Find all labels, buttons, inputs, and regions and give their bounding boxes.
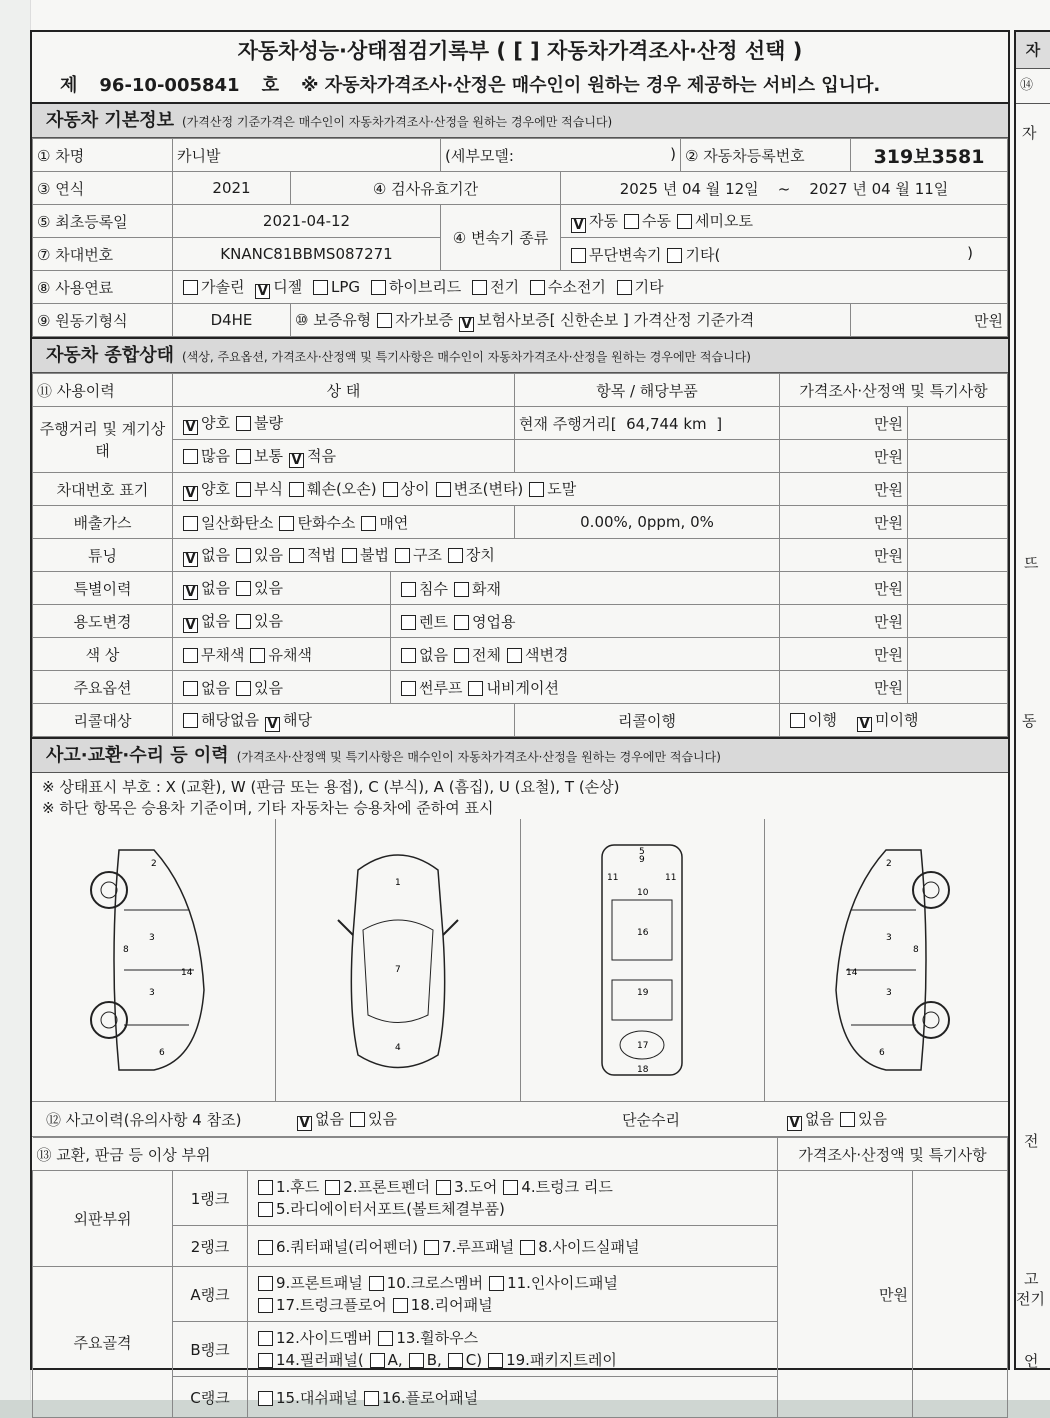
price-unit: 만원: [780, 605, 908, 638]
svg-text:3: 3: [148, 988, 155, 998]
color-options: 무채색 유채색: [173, 638, 391, 671]
svg-text:17: 17: [637, 1041, 649, 1051]
parts-table: [32, 1137, 1008, 1418]
svg-text:11: 11: [607, 873, 619, 883]
mileage-low-checkbox[interactable]: V: [289, 453, 304, 468]
car-name-label: ① 차명: [33, 139, 173, 172]
option-sunroof-checkbox[interactable]: [401, 681, 416, 696]
year-label: ③ 연식: [33, 172, 173, 205]
strip-text-2: 뜨: [1024, 554, 1039, 572]
form-number-line: [32, 70, 1008, 102]
basic-note: (가격산정 기준가격은 매수인이 자동차가격조사·산정을 원하는 경우에만 적습니다): [181, 115, 613, 129]
trans-auto-checkbox[interactable]: V: [571, 218, 586, 233]
warranty-self-checkbox[interactable]: [377, 313, 392, 328]
part-door-checkbox[interactable]: [436, 1180, 451, 1195]
part-side-member-checkbox[interactable]: [258, 1331, 273, 1346]
simple-repair-none-checkbox[interactable]: V: [787, 1116, 802, 1131]
strip-top: 자: [1016, 32, 1050, 69]
recall-notdone-checkbox[interactable]: V: [857, 717, 872, 732]
svg-text:1: 1: [394, 878, 401, 888]
special-options: V 없음 있음: [173, 572, 391, 605]
part-radiator-support-checkbox[interactable]: [258, 1202, 273, 1217]
color-change-checkbox[interactable]: [507, 648, 522, 663]
color-items: 없음 전체 색변경: [391, 638, 780, 671]
car-side-right-icon: [811, 840, 961, 1080]
svg-text:10: 10: [637, 888, 649, 898]
engine-label: ⑨ 원동기형식: [33, 304, 173, 337]
part-cross-member-checkbox[interactable]: [369, 1276, 384, 1291]
fuel-gasoline-checkbox[interactable]: [183, 280, 198, 295]
tuning-options: V 없음 있음 적법 불법 구조 장치: [173, 539, 780, 572]
svg-text:5: 5: [639, 847, 645, 857]
price-unit: 만원: [780, 440, 908, 473]
mileage-value: 64,744 km: [626, 414, 707, 433]
warranty-options: ⑩ 보증유형 자가보증 V 보험사보증[ 신한손보 ] 가격산정 기준가격: [291, 304, 851, 337]
accident-history-label: ⑫ 사고이력(유의사항 4 참조): [46, 1110, 242, 1129]
trans-other-checkbox[interactable]: [667, 248, 682, 263]
mileage-bad-checkbox[interactable]: [236, 416, 251, 431]
col-item: 항목 / 해당부품: [515, 374, 780, 407]
overall-note: (색상, 주요옵션, 가격조사·산정액 및 특기사항은 매수인이 자동차가격조사·산정을 원하는 경우에만 적습니다): [181, 350, 751, 364]
fuel-options: 가솔린 V 디젤 LPG 하이브리드 전기 수소전기 기타: [173, 271, 1008, 304]
price-unit: 만원: [780, 671, 908, 704]
color-chromatic-checkbox[interactable]: [250, 648, 265, 663]
rankB-label: B랭크: [173, 1322, 248, 1377]
svg-text:2: 2: [886, 859, 893, 869]
svg-text:7: 7: [394, 965, 401, 975]
part-trunk-lid-checkbox[interactable]: [503, 1180, 518, 1195]
color-achromatic-checkbox[interactable]: [183, 648, 198, 663]
record-form: [30, 30, 1010, 1407]
car-left-side-diagram: [32, 819, 276, 1101]
part-wheel-house-checkbox[interactable]: [378, 1331, 393, 1346]
strip-text-7: 언: [1024, 1352, 1039, 1370]
engine-value: D4HE: [173, 304, 291, 337]
vin-mark-label: 차대번호 표기: [33, 473, 173, 506]
tuning-legal-checkbox[interactable]: [289, 548, 304, 563]
svg-text:19: 19: [637, 988, 649, 998]
simple-repair-label: 단순수리: [622, 1110, 680, 1129]
mileage-row1: V 양호 불량: [173, 407, 515, 440]
svg-text:3: 3: [148, 933, 155, 943]
overall-heading: 자동차 종합상태: [46, 345, 174, 366]
strip-text-1: 자: [1022, 124, 1037, 142]
simple-repair-options: V 없음 있음: [781, 1108, 887, 1131]
accident-none-checkbox[interactable]: V: [297, 1116, 312, 1131]
svg-text:9: 9: [639, 855, 645, 865]
part-quarter-panel-checkbox[interactable]: [258, 1240, 273, 1255]
part-inside-panel-checkbox[interactable]: [489, 1276, 504, 1291]
price-unit: 만원: [780, 407, 908, 440]
fuel-label: ⑧ 사용연료: [33, 271, 173, 304]
vin-mark-good-checkbox[interactable]: V: [183, 486, 198, 501]
svg-text:3: 3: [886, 933, 893, 943]
parts-heading: ⑬ 교환, 판금 등 이상 부위: [33, 1138, 778, 1171]
overall-status-table: [32, 373, 1008, 737]
vin-mark-options: V 양호 부식 훼손(오손) 상이 변조(변타) 도말: [173, 473, 780, 506]
vin-mark-corroded-checkbox[interactable]: [236, 482, 251, 497]
svg-text:8: 8: [122, 945, 129, 955]
accident-history-options: V 없음 있음: [291, 1108, 521, 1131]
col-history: ⑪ 사용이력: [33, 374, 173, 407]
section-basic-info: [32, 102, 1008, 138]
svg-text:14: 14: [846, 968, 858, 978]
basic-info-table: [32, 138, 1008, 337]
car-top-icon: [333, 840, 463, 1080]
part-front-fender-checkbox[interactable]: [325, 1180, 340, 1195]
rankA-items: 9.프론트패널 10.크로스멤버 11.인사이드패널 17.트렁크플로어 18.리어패널: [248, 1267, 778, 1322]
basic-heading: 자동차 기본정보: [46, 110, 174, 131]
parts-price-unit: 만원: [778, 1171, 913, 1418]
trans-cvt-checkbox[interactable]: [571, 248, 586, 263]
year-value: 2021: [173, 172, 291, 205]
legend-symbols: ※ 상태표시 부호 : X (교환), W (판금 또는 용접), C (부식), A (흠집), U (요철), T (손상): [42, 778, 620, 796]
recall-item: 리콜이행: [515, 704, 780, 737]
svg-text:14: 14: [180, 968, 193, 978]
emission-smoke-checkbox[interactable]: [361, 516, 376, 531]
price-unit: 만원: [780, 572, 908, 605]
legend: [32, 773, 1008, 819]
inspection-period: 2025 년 04 월 12일 ~ 2027 년 04 월 11일: [561, 172, 1008, 205]
tuning-device-checkbox[interactable]: [448, 548, 463, 563]
vin-mark-painted-checkbox[interactable]: [529, 482, 544, 497]
car-frame-diagram: [521, 819, 765, 1101]
recall-done-checkbox[interactable]: [790, 713, 805, 728]
number-prefix: 제: [60, 75, 78, 96]
svg-text:6: 6: [158, 1048, 165, 1058]
exterior-label: 외판부위: [33, 1171, 173, 1267]
part-trunk-floor-checkbox[interactable]: [258, 1298, 273, 1313]
reg-no: 319보3581: [851, 139, 1008, 172]
price-unit: 만원: [780, 638, 908, 671]
service-notice: ※ 자동차가격조사·산정은 매수인이 원하는 경우 제공하는 서비스 입니다.: [300, 75, 881, 96]
option-navigation-checkbox[interactable]: [468, 681, 483, 696]
emission-values: 0.00%, 0ppm, 0%: [515, 506, 780, 539]
fuel-electric-checkbox[interactable]: [472, 280, 487, 295]
usage-none-checkbox[interactable]: V: [183, 618, 198, 633]
trans-manual-checkbox[interactable]: [624, 214, 639, 229]
recall-done-options: 이행 V 미이행: [780, 704, 1008, 737]
price-unit: 만원: [780, 539, 908, 572]
col-price: 가격조사·산정액 및 특기사항: [780, 374, 1008, 407]
record-number: 96-10-005841: [99, 75, 240, 96]
mileage-item: 현재 주행거리[ 64,744 km ]: [515, 407, 780, 440]
transmission-row1: V 자동 수동 세미오토: [561, 205, 1008, 238]
usage-business-checkbox[interactable]: [454, 615, 469, 630]
vin-mark-damaged-checkbox[interactable]: [289, 482, 304, 497]
option-yes-checkbox[interactable]: [236, 681, 251, 696]
emission-options: 일산화탄소 탄화수소 매연: [173, 506, 515, 539]
part-front-panel-checkbox[interactable]: [258, 1276, 273, 1291]
usage-options: V 없음 있음: [173, 605, 391, 638]
rank1-items: 1.후드 2.프론트펜더 3.도어 4.트렁크 리드 5.라디에이터서포트(볼트체결부품): [248, 1171, 778, 1226]
section-accident: [32, 737, 1008, 773]
part-pillar-panel-checkbox[interactable]: [258, 1353, 273, 1368]
pillar-a-checkbox[interactable]: [370, 1353, 385, 1368]
usage-yes-checkbox[interactable]: [236, 614, 251, 629]
tuning-none-checkbox[interactable]: V: [183, 552, 198, 567]
accident-history-row: [32, 1102, 1008, 1137]
color-none-checkbox[interactable]: [401, 648, 416, 663]
mileage-good-checkbox[interactable]: V: [183, 420, 198, 435]
fuel-diesel-checkbox[interactable]: V: [255, 284, 270, 299]
recall-none-checkbox[interactable]: [183, 713, 198, 728]
reg-no-label: ② 자동차등록번호: [681, 139, 851, 172]
pillar-c-checkbox[interactable]: [448, 1353, 463, 1368]
tuning-yes-checkbox[interactable]: [236, 548, 251, 563]
color-all-checkbox[interactable]: [454, 648, 469, 663]
strip-row: ⑭: [1016, 69, 1050, 104]
vin-mark-altered-checkbox[interactable]: [436, 482, 451, 497]
recall-options: 해당없음 V 해당: [173, 704, 515, 737]
pillar-b-checkbox[interactable]: [409, 1353, 424, 1368]
emission-label: 배출가스: [33, 506, 173, 539]
option-items: 썬루프 내비게이션: [391, 671, 780, 704]
vin-mark-differ-checkbox[interactable]: [383, 482, 398, 497]
simple-repair-yes-checkbox[interactable]: [840, 1112, 855, 1127]
fuel-hydrogen-checkbox[interactable]: [530, 280, 545, 295]
section-overall-status: [32, 337, 1008, 373]
emission-hc-checkbox[interactable]: [279, 516, 294, 531]
svg-text:8: 8: [913, 945, 920, 955]
vin-label: ⑦ 차대번호: [33, 238, 173, 271]
svg-text:4: 4: [394, 1043, 401, 1053]
legend-basis: ※ 하단 항목은 승용차 기준이며, 기타 자동차는 승용차에 준하여 표시: [42, 799, 494, 817]
car-top-diagram: [276, 819, 520, 1101]
fuel-hybrid-checkbox[interactable]: [371, 280, 386, 295]
number-suffix: 호: [261, 75, 279, 96]
tuning-label: 튜닝: [33, 539, 173, 572]
transmission-label: ④ 변속기 종류: [441, 205, 561, 271]
first-reg-label: ⑤ 최초등록일: [33, 205, 173, 238]
price-unit: 만원: [780, 473, 908, 506]
svg-text:6: 6: [879, 1048, 886, 1058]
part-rear-panel-checkbox[interactable]: [393, 1298, 408, 1313]
part-dash-panel-checkbox[interactable]: [258, 1391, 273, 1406]
usage-label: 용도변경: [33, 605, 173, 638]
tuning-illegal-checkbox[interactable]: [342, 548, 357, 563]
option-label: 주요옵션: [33, 671, 173, 704]
tuning-structure-checkbox[interactable]: [395, 548, 410, 563]
part-package-tray-checkbox[interactable]: [488, 1353, 503, 1368]
form-title: 자동차성능·상태점검기록부 ( [ ] 자동차가격조사·산정 선택 ): [237, 39, 803, 63]
col-status: 상 태: [173, 374, 515, 407]
accident-note: (가격조사·산정액 및 특기사항은 매수인이 자동차가격조사·산정을 원하는 경우에만 적습니다): [236, 750, 721, 764]
vin-value: KNANC81BBMS087271: [173, 238, 441, 271]
rank2-label: 2랭크: [173, 1226, 248, 1267]
usage-items: 렌트 영업용: [391, 605, 780, 638]
strip-text-3: 동: [1022, 712, 1037, 730]
trans-semiauto-checkbox[interactable]: [677, 214, 692, 229]
transmission-row2: 무단변속기 기타( ): [561, 238, 1008, 271]
recall-applicable-checkbox[interactable]: V: [265, 717, 280, 732]
rank1-label: 1랭크: [173, 1171, 248, 1226]
part-hood-checkbox[interactable]: [258, 1180, 273, 1195]
usage-rent-checkbox[interactable]: [401, 615, 416, 630]
mileage-normal-checkbox[interactable]: [236, 449, 251, 464]
frame-label: 주요골격: [33, 1267, 173, 1418]
rankB-items: 12.사이드멤버 13.휠하우스 14.필러패널( A, B, C) 19.패키지트레이: [248, 1322, 778, 1377]
rank2-items: 6.쿼터패널(리어펜더) 7.루프패널 8.사이드실패널: [248, 1226, 778, 1267]
fuel-lpg-checkbox[interactable]: [313, 280, 328, 295]
rankC-label: C랭크: [173, 1377, 248, 1418]
inspection-label: ④ 검사유효기간: [291, 172, 561, 205]
accident-yes-checkbox[interactable]: [350, 1112, 365, 1127]
page-left-margin: [0, 0, 31, 1400]
svg-text:16: 16: [637, 928, 649, 938]
special-flood-checkbox[interactable]: [401, 582, 416, 597]
special-yes-checkbox[interactable]: [236, 581, 251, 596]
svg-text:18: 18: [637, 1065, 649, 1075]
svg-text:11: 11: [665, 873, 677, 883]
fuel-other-checkbox[interactable]: [617, 280, 632, 295]
accident-heading: 사고·교환·수리 등 이력: [46, 745, 229, 766]
parts-price-heading: 가격조사·산정액 및 특기사항: [778, 1138, 1008, 1171]
car-name: 카니발: [173, 139, 441, 172]
strip-text-4: 전: [1024, 1132, 1039, 1150]
rankC-items: 15.대쉬패널 16.플로어패널: [248, 1377, 778, 1418]
option-options: 없음 있음: [173, 671, 391, 704]
car-diagrams: [32, 819, 1008, 1102]
warranty-insurance-checkbox[interactable]: V: [459, 317, 474, 332]
first-reg-value: 2021-04-12: [173, 205, 441, 238]
price-base-unit: 만원: [851, 304, 1008, 337]
part-roof-panel-checkbox[interactable]: [424, 1240, 439, 1255]
mileage-row2: 많음 보통 V 적음: [173, 440, 515, 473]
special-none-checkbox[interactable]: V: [183, 585, 198, 600]
svg-text:2: 2: [150, 859, 157, 869]
next-page-strip: [1014, 30, 1050, 1370]
mileage-many-checkbox[interactable]: [183, 449, 198, 464]
special-fire-checkbox[interactable]: [454, 582, 469, 597]
car-side-left-icon: [79, 840, 229, 1080]
mileage-label: 주행거리 및 계기상태: [33, 407, 173, 473]
special-label: 특별이력: [33, 572, 173, 605]
svg-text:3: 3: [886, 988, 893, 998]
strip-text-5: 고: [1024, 1270, 1039, 1288]
option-none-checkbox[interactable]: [183, 681, 198, 696]
emission-co-checkbox[interactable]: [183, 516, 198, 531]
color-label: 색 상: [33, 638, 173, 671]
car-right-side-diagram: [765, 819, 1008, 1101]
detail-model: (세부모델: ): [441, 139, 681, 172]
recall-label: 리콜대상: [33, 704, 173, 737]
part-side-sill-checkbox[interactable]: [520, 1240, 535, 1255]
rankA-label: A랭크: [173, 1267, 248, 1322]
strip-text-6: 전기: [1016, 1290, 1045, 1308]
special-items: 침수 화재: [391, 572, 780, 605]
price-unit: 만원: [780, 506, 908, 539]
part-floor-panel-checkbox[interactable]: [364, 1391, 379, 1406]
car-frame-icon: [587, 840, 697, 1080]
